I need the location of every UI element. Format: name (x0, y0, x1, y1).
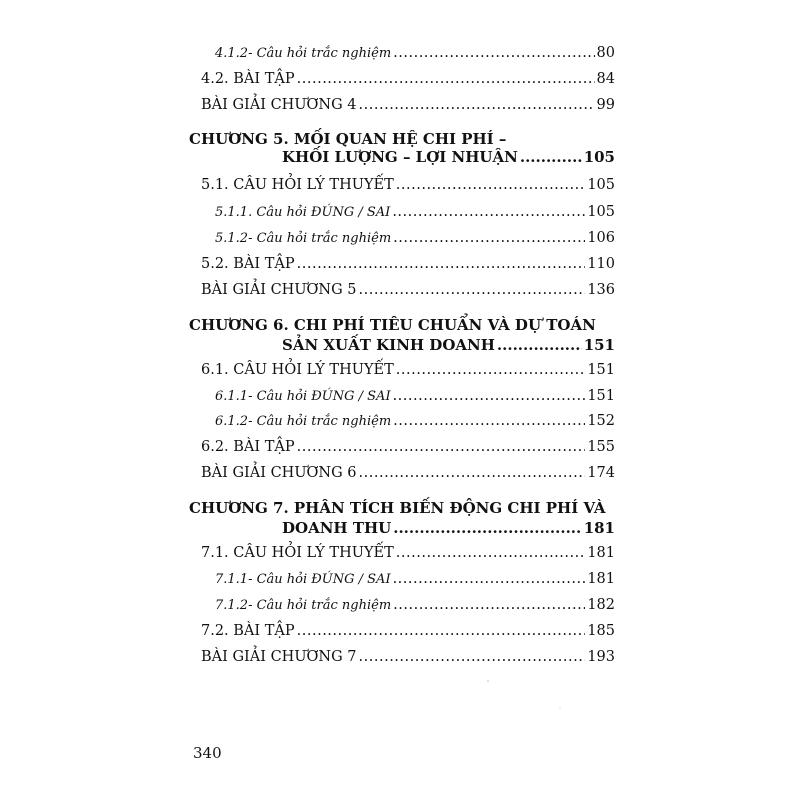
toc-entry-page: 174 (587, 465, 615, 481)
toc-entry-page: 155 (587, 439, 615, 455)
toc-entry-page: 182 (587, 597, 615, 613)
toc-entry-label: 5.1. CÂU HỎI LÝ THUYẾT (201, 177, 394, 193)
page-number: 340 (193, 744, 222, 762)
toc-entry-page: 152 (587, 413, 615, 429)
toc-entry-label: 7.1. CÂU HỎI LÝ THUYẾT (201, 545, 394, 561)
toc-entry-page: 151 (587, 362, 615, 378)
toc-entry-page: 99 (596, 97, 615, 113)
toc-entry-label: 7.1.1- Câu hỏi ĐÚNG / SAI (215, 572, 391, 587)
toc-entry-label: 6.1. CÂU HỎI LÝ THUYẾT (201, 362, 394, 378)
toc-entry-page: 181 (587, 545, 615, 561)
toc-entry-page: 80 (596, 45, 615, 61)
scan-speck (559, 707, 561, 709)
toc-entry-page: 185 (587, 623, 615, 639)
toc-entry-label: BÀI GIẢI CHƯƠNG 4 (201, 97, 357, 113)
toc-entry-page: 84 (596, 71, 615, 87)
scan-speck (487, 680, 489, 682)
toc-entry-label: 5.1.1. Câu hỏi ĐÚNG / SAI (215, 205, 391, 220)
chapter-page: 105 (583, 148, 615, 166)
toc-entry-page: 193 (587, 649, 615, 665)
toc-entry-label: 7.2. BÀI TẬP (201, 623, 295, 639)
toc-entry-page: 181 (587, 571, 615, 587)
chapter-6-title: CHƯƠNG 6. CHI PHÍ TIÊU CHUẨN VÀ DỰ TOÁN (189, 316, 596, 334)
chapter-title-label: KHỐI LƯỢNG – LỢI NHUẬN (282, 148, 518, 166)
toc-entry-page: 106 (587, 230, 615, 246)
toc-entry-page: 105 (587, 177, 615, 193)
toc-entry-page: 136 (587, 282, 615, 298)
toc-entry-label: 5.2. BÀI TẬP (201, 256, 295, 272)
toc-entry-label: 7.1.2- Câu hỏi trắc nghiệm (215, 598, 392, 613)
toc-entry-page: 105 (587, 204, 615, 220)
toc-entry-label: BÀI GIẢI CHƯƠNG 7 (201, 649, 357, 665)
toc-entry-label: 4.1.2- Câu hỏi trắc nghiệm (215, 46, 392, 61)
toc-entry-label: BÀI GIẢI CHƯƠNG 6 (201, 465, 357, 481)
chapter-7-title: CHƯƠNG 7. PHÂN TÍCH BIẾN ĐỘNG CHI PHÍ VÀ (189, 499, 606, 517)
toc-entry-label: BÀI GIẢI CHƯƠNG 5 (201, 282, 357, 298)
toc-entry-label: 5.1.2- Câu hỏi trắc nghiệm (215, 231, 392, 246)
chapter-page: 181 (583, 519, 615, 537)
toc-entry-page: 151 (587, 388, 615, 404)
toc-entry-label: 6.1.1- Câu hỏi ĐÚNG / SAI (215, 389, 391, 404)
chapter-title-label: SẢN XUẤT KINH DOANH (282, 336, 495, 354)
toc-entry-label: 4.2. BÀI TẬP (201, 71, 295, 87)
toc-entry-page: 110 (587, 256, 615, 272)
chapter-page: 151 (583, 336, 615, 354)
chapter-5-title: CHƯƠNG 5. MỐI QUAN HỆ CHI PHÍ – (189, 130, 507, 148)
toc-entry-label: 6.1.2- Câu hỏi trắc nghiệm (215, 414, 392, 429)
toc-entry-label: 6.2. BÀI TẬP (201, 439, 295, 455)
chapter-title-label: DOANH THU (282, 519, 392, 537)
